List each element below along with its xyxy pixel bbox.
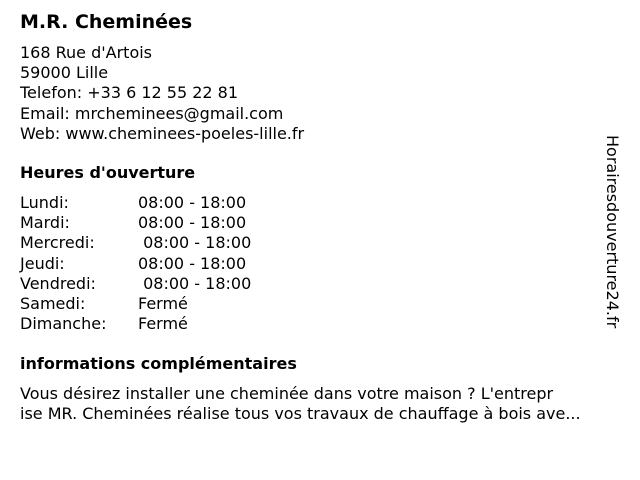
description-line: ise MR. Cheminées réalise tous vos travaux de chauffage à bois ave... bbox=[20, 404, 581, 424]
address-city: 59000 Lille bbox=[20, 63, 109, 83]
hours-row-saturday bbox=[20, 294, 251, 314]
source-watermark: Horairesdouverture24.fr bbox=[603, 135, 622, 329]
additional-info-heading: informations complémentaires bbox=[20, 354, 297, 373]
hours-row-sunday bbox=[20, 314, 251, 334]
address-street: 168 Rue d'Artois bbox=[20, 43, 153, 62]
additional-info-text bbox=[20, 384, 632, 424]
hours-row-wednesday bbox=[20, 233, 251, 253]
opening-hours-table bbox=[20, 193, 251, 334]
hours-row-friday bbox=[20, 274, 251, 294]
time-value: 08:00 - 18:00 bbox=[138, 253, 247, 273]
description-line: Vous désirez installer une cheminée dans votre maison ? L'entrepr bbox=[20, 384, 554, 403]
web-line: Web: www.cheminees-poeles-lille.fr bbox=[20, 123, 305, 143]
email-line: Email: mrcheminees@gmail.com bbox=[20, 103, 284, 123]
time-value: 08:00 - 18:00 bbox=[138, 193, 247, 212]
day-label: Mardi: bbox=[20, 213, 70, 233]
hours-row-tuesday bbox=[20, 213, 251, 233]
day-label: Dimanche: bbox=[20, 314, 107, 334]
day-label: Jeudi: bbox=[20, 253, 65, 273]
phone-line: Telefon: +33 6 12 55 22 81 bbox=[20, 83, 239, 103]
time-value: 08:00 - 18:00 bbox=[138, 233, 252, 253]
hours-row-monday bbox=[20, 193, 251, 213]
time-value: Fermé bbox=[138, 314, 188, 334]
day-label: Mercredi: bbox=[20, 233, 95, 253]
opening-hours-heading: Heures d'ouverture bbox=[20, 163, 196, 182]
time-value: 08:00 - 18:00 bbox=[138, 273, 252, 293]
time-value: Fermé bbox=[138, 294, 188, 314]
business-name: M.R. Cheminées bbox=[20, 11, 193, 33]
day-label: Vendredi: bbox=[20, 273, 96, 293]
day-label: Samedi: bbox=[20, 294, 86, 314]
time-value: 08:00 - 18:00 bbox=[138, 213, 247, 233]
contact-block bbox=[20, 43, 304, 144]
day-label: Lundi: bbox=[20, 193, 69, 212]
hours-row-thursday bbox=[20, 254, 251, 274]
